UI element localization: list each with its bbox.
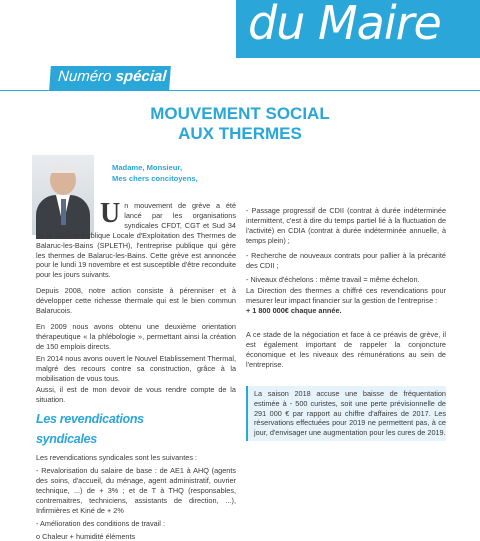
demand-heat: o Chaleur + humidité éléments	[36, 531, 136, 541]
section-title-line1: Les revendications	[36, 412, 144, 427]
demands-intro: Les revendications syndicales sont les suivantes :	[36, 453, 198, 463]
financial-impact-text: La Direction des thermes a chiffré ces revendications pour mesurer leur impact financier sur la gestion de l'entreprise :	[246, 286, 446, 306]
special-tab-bold: spécial	[115, 68, 168, 85]
photo-hair	[50, 163, 76, 173]
headline-line2: AUX THERMES	[178, 124, 302, 143]
paragraph-2014: En 2014 nous avons ouvert le Nouvel Etablissement Thermal, malgré des recours contre sa construction, grâce à la mobilisation de vous tous.	[36, 353, 236, 383]
financial-amount: + 1 800 000€ chaque année.	[246, 306, 342, 316]
greeting	[112, 162, 198, 184]
paragraph-duty: Aussi, il est de mon devoir de vous rendre compte de la situation.	[36, 385, 236, 405]
intro-paragraph	[36, 198, 236, 280]
season-highlight: La saison 2018 accuse une baisse de fréquentation estimée à - 500 curistes, soit une perte prévisionnelle de 291 000 € par rapport au chiffre d'affaires de 2017. Les réservations effectuées pour 2019 ne permettent pas, à ce jour, d'envisager une augmentation pour les cures de 2019.	[246, 386, 446, 442]
greeting-line2: Mes chers concitoyens,	[112, 174, 198, 183]
demand-levels: - Niveaux d'échelons : même travail = même échelon.	[246, 275, 420, 285]
negotiation-paragraph: A ce stade de la négociation et face à ce préavis de grève, il est également important de rappeler la conjoncture économique et les niveaux des rémunérations au sein de l'entreprise.	[246, 330, 446, 369]
edition-year: 2018	[393, 50, 414, 60]
drop-cap: U	[100, 198, 121, 229]
edition-date	[350, 50, 414, 60]
left-column	[36, 198, 236, 541]
headline	[60, 104, 420, 144]
greeting-line1: Madame, Monsieur,	[112, 163, 183, 172]
section-title	[36, 411, 236, 447]
financial-impact	[246, 286, 446, 316]
special-tab-light: Numéro	[57, 68, 117, 85]
masthead-title: du Maire	[248, 0, 441, 50]
special-issue-tab	[49, 66, 171, 90]
demand-conditions: - Amélioration des conditions de travail :	[36, 518, 165, 528]
demand-precarity: - Recherche de nouveaux contrats pour pallier à la précarité des CDII ;	[246, 250, 446, 270]
header-rule	[0, 90, 480, 91]
right-column	[246, 206, 446, 441]
section-title-line2: syndicales	[36, 432, 97, 447]
paragraph-2009: En 2009 nous avons obtenu une deuxième orientation thérapeutique « la phlébologie », permettant ainsi la création de 150 emplois directs.	[36, 321, 236, 351]
paragraph-2008: Depuis 2008, notre action consiste à pérenniser et à développer cette richesse thermale qui est le bien commun Balarucois.	[36, 286, 236, 316]
edition-month: Novembre	[349, 50, 392, 60]
demand-contracts: - Passage progressif de CDII (contrat à durée indéterminée intermittent, c'est à dire du temps partiel lié à la fluctuation de l'activité) en CDIA (contrat à durée indéterminée annuelle, à temps plein) ;	[246, 206, 446, 245]
intro-text: n mouvement de grève a été lancé par les organisations syndicales CFDT, CGT et Sud 34 de la Société Publique Locale d'Exploitation des Thermes de Balaruc-les-Bains (SPLETH), l'entreprise publique qui gère les thermes de Balaruc-les-Bains. Cette grève est annoncée pour le lundi 19 novembre et est susceptible d'être reconduite pour les jours suivants.	[36, 201, 236, 280]
demand-salary: - Revalorisation du salaire de base : de AE1 à AHQ (agents des soins, d'accueil, du ménage, agent administratif, ouvrier technique, ...) de + 3% ; et de T à THQ (responsables, contremaitres, techniciens, assistants de direction, ...), Infirmières et Kiné de + 2%	[36, 466, 236, 515]
headline-line1: MOUVEMENT SOCIAL	[150, 104, 330, 123]
